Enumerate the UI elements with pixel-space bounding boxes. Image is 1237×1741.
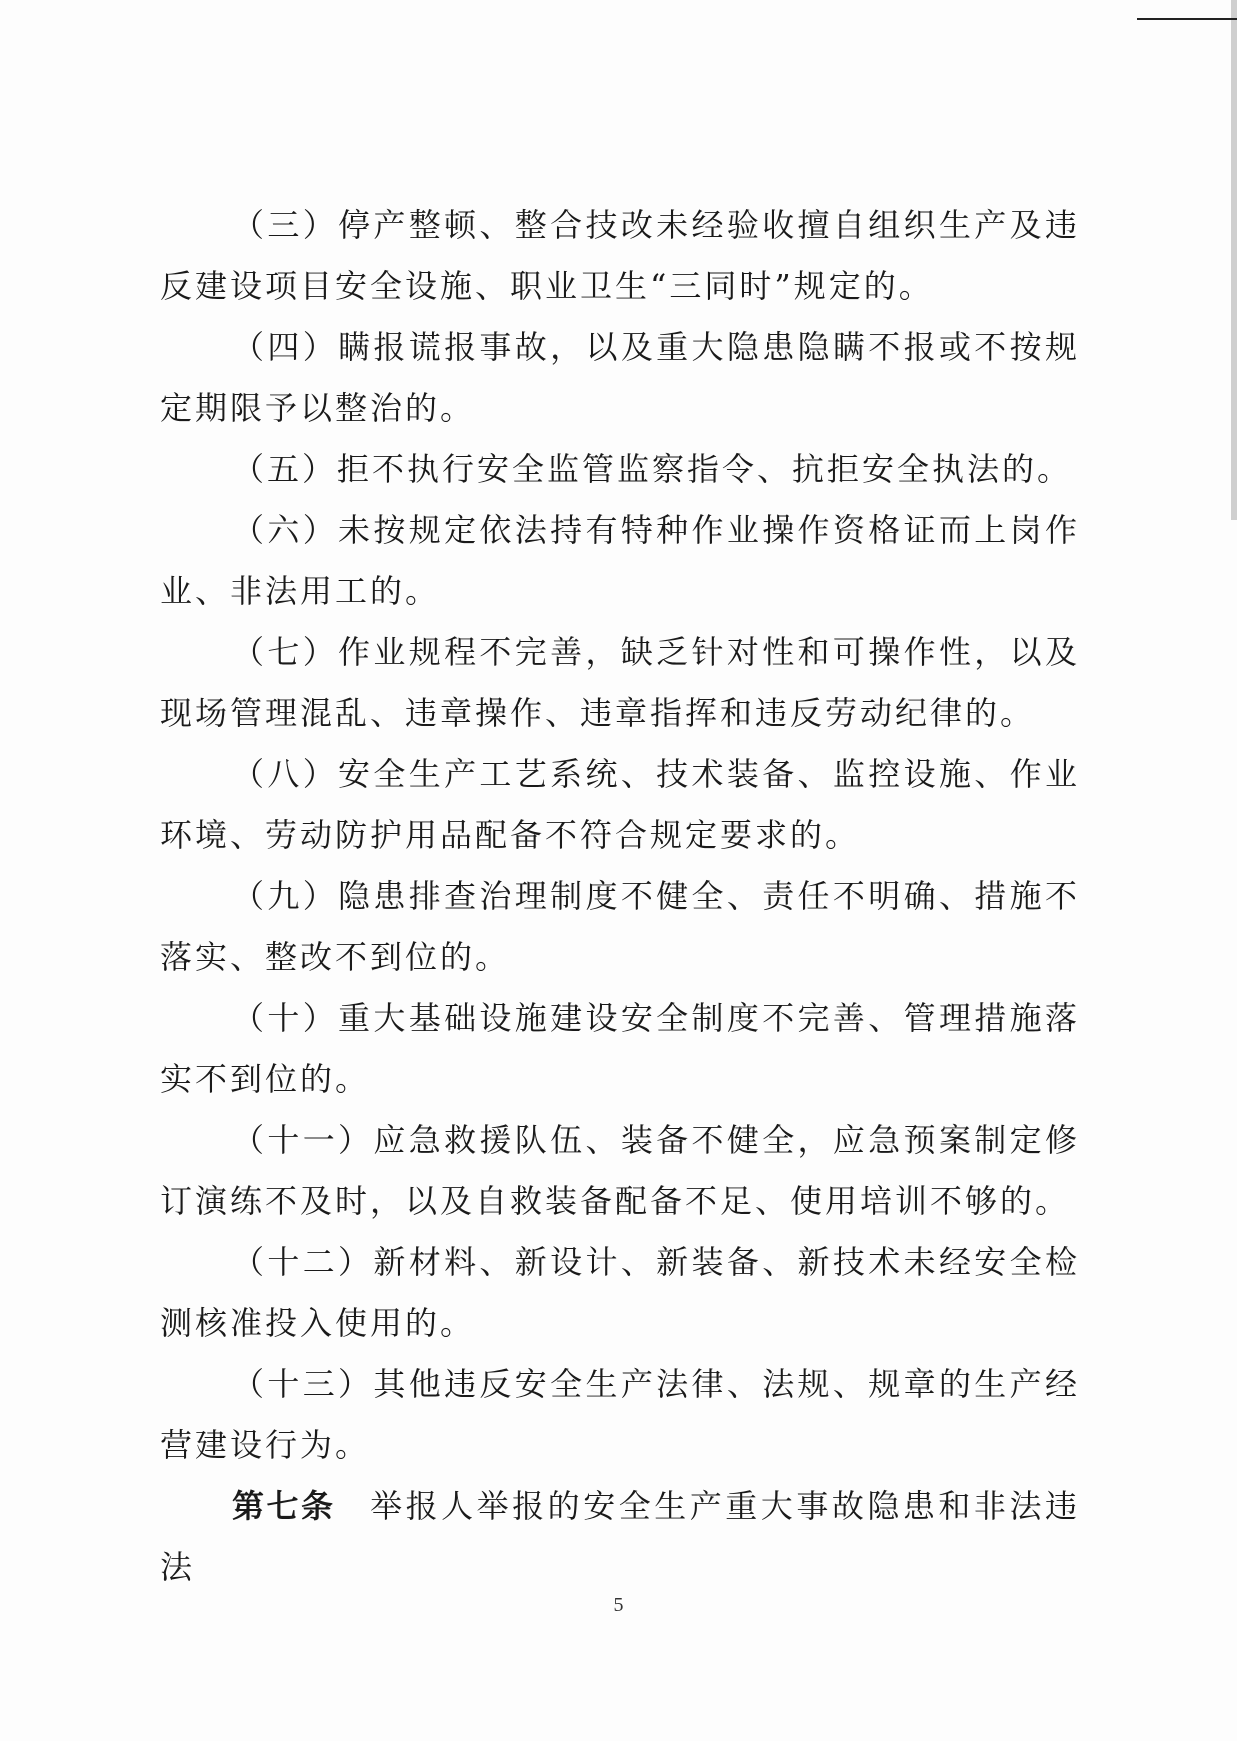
article-heading: 第七条 (232, 1487, 336, 1525)
page-number: 5 (613, 1594, 624, 1616)
paragraph-item-6: （六）未按规定依法持有特种作业操作资格证而上岗作业、非法用工的。 (160, 511, 1080, 610)
paragraph-item-4: （四）瞒报谎报事故，以及重大隐患隐瞒不报或不按规定期限予以整治的。 (160, 328, 1080, 427)
article-7-paragraph (160, 1476, 1080, 1598)
paragraph-item-9: （九）隐患排查治理制度不健全、责任不明确、措施不落实、整改不到位的。 (160, 877, 1080, 976)
document-body (160, 195, 1080, 1598)
article-text: 举报人举报的安全生产重大事故隐患和非法违法 (160, 1487, 1080, 1586)
paragraph-item-12: （十二）新材料、新设计、新装备、新技术未经安全检测核准投入使用的。 (160, 1243, 1080, 1342)
paragraph-item-8: （八）安全生产工艺系统、技术装备、监控设施、作业环境、劳动防护用品配备不符合规定要求的。 (160, 755, 1080, 854)
scan-top-mark (1137, 18, 1237, 20)
paragraph-item-13: （十三）其他违反安全生产法律、法规、规章的生产经营建设行为。 (160, 1365, 1080, 1464)
scan-edge-mark (1231, 0, 1237, 520)
paragraph-item-10: （十）重大基础设施建设安全制度不完善、管理措施落实不到位的。 (160, 999, 1080, 1098)
paragraph-item-7: （七）作业规程不完善，缺乏针对性和可操作性，以及现场管理混乱、违章操作、违章指挥和违反劳动纪律的。 (160, 633, 1080, 732)
paragraph-item-3: （三）停产整顿、整合技改未经验收擅自组织生产及违反建设项目安全设施、职业卫生“三同时”规定的。 (160, 206, 1080, 305)
paragraph-item-5: （五）拒不执行安全监管监察指令、抗拒安全执法的。 (232, 450, 1073, 488)
paragraph-item-11: （十一）应急救援队伍、装备不健全，应急预案制定修订演练不及时，以及自救装备配备不足、使用培训不够的。 (160, 1121, 1080, 1220)
